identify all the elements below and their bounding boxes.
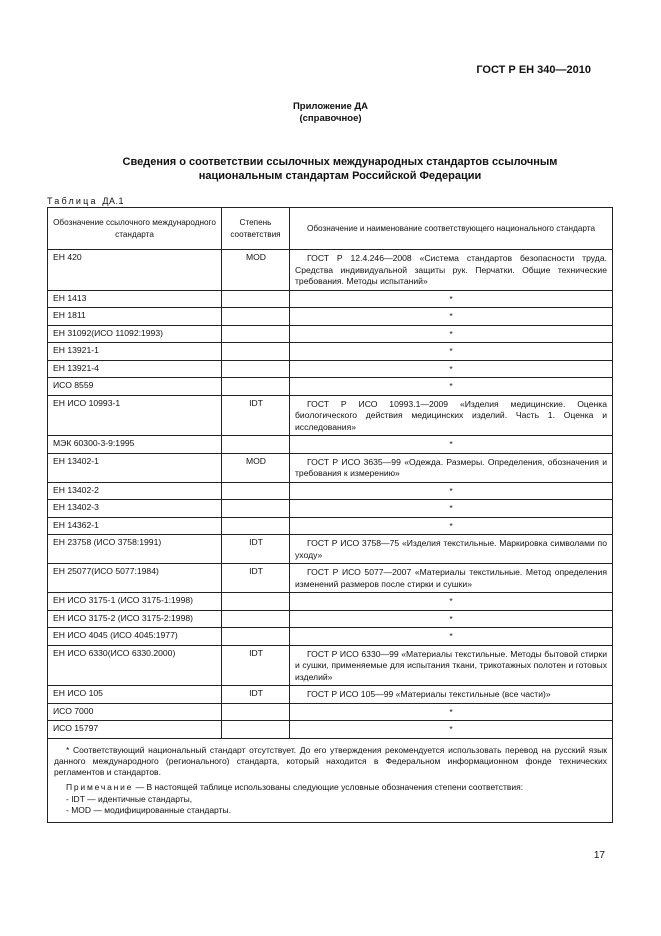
cell-national-standard [290, 593, 613, 611]
national-standard-text: ГОСТ Р ИСО 6330—99 «Материалы текстильные. Методы бытовой стирки и сушки, применяемые для испытания ткани, трикотажных полотен и готовых изделий» [295, 648, 607, 682]
national-standard-text: * [449, 631, 453, 641]
cell-national-standard [290, 628, 613, 646]
note-item-mod: - MOD — модифицированные стандарты. [66, 804, 231, 815]
table-label-number: ДА.1 [102, 196, 125, 206]
cell-national-standard [290, 308, 613, 326]
cell-intl-standard: ИСО 8559 [48, 378, 222, 396]
cell-degree [222, 721, 290, 739]
national-standard-text: * [449, 706, 453, 717]
table-row [48, 360, 613, 378]
cell-national-standard [290, 517, 613, 535]
cell-national-standard [290, 686, 613, 704]
footnote-text: * Соответствующий национальный стандарт отсутствует. До его утверждения рекомендуется использовать перевод на русский язык данного международного (регионального) стандарта, который находится в Федеральном информационном фонде технических регламентов и стандартов. [54, 744, 607, 778]
cell-intl-standard: ЕН 23758 (ИСО 3758:1991) [48, 535, 222, 564]
table-row [48, 290, 613, 308]
cell-degree [222, 436, 290, 454]
cell-degree [222, 517, 290, 535]
cell-degree [222, 703, 290, 721]
cell-intl-standard: ИСО 15797 [48, 721, 222, 739]
column-header-national: Обозначение и наименование соответствующего национального стандарта [290, 208, 613, 250]
table-header-row [48, 208, 613, 250]
cell-national-standard [290, 482, 613, 500]
cell-degree: MOD [222, 250, 290, 291]
national-standard-text: * [449, 613, 453, 624]
national-standard-text: ГОСТ Р ИСО 3758—75 «Изделия текстильные. Маркировка символами по уходу» [295, 538, 607, 560]
cell-degree: IDT [222, 395, 290, 436]
cell-degree: IDT [222, 686, 290, 704]
national-standard-text: * [449, 439, 453, 449]
table-row [48, 535, 613, 564]
table-row [48, 610, 613, 628]
cell-national-standard [290, 721, 613, 739]
table-row [48, 436, 613, 454]
cell-degree [222, 308, 290, 326]
table-row [48, 325, 613, 343]
cell-intl-standard: ЕН 13402-2 [48, 482, 222, 500]
table-footnote-row [48, 738, 613, 823]
appendix-heading [0, 101, 661, 125]
national-standard-text: * [449, 311, 453, 321]
cell-degree [222, 378, 290, 396]
cell-degree: IDT [222, 535, 290, 564]
table-label-word: Таблица [47, 196, 98, 206]
national-standard-text: * [449, 485, 453, 496]
table-footnote-cell [48, 738, 613, 823]
cell-degree [222, 482, 290, 500]
table-row [48, 250, 613, 291]
national-standard-text: * [449, 503, 453, 513]
table-row [48, 564, 613, 593]
cell-national-standard [290, 564, 613, 593]
national-standard-text: * [449, 381, 453, 391]
cell-national-standard [290, 453, 613, 482]
cell-intl-standard: ЕН 1811 [48, 308, 222, 326]
cell-national-standard [290, 395, 613, 436]
cell-intl-standard: МЭК 60300-3-9:1995 [48, 436, 222, 454]
cell-degree [222, 290, 290, 308]
national-standard-text: ГОСТ Р 12.4.246—2008 «Система стандартов безопасности труда. Средства индивидуальной защиты рук. Перчатки. Общие технические требования. Методы испытаний» [295, 253, 607, 286]
section-title-line2: национальным стандартам Российской Федерации [198, 170, 482, 182]
cell-intl-standard: ЕН 13402-1 [48, 453, 222, 482]
cell-intl-standard: ЕН ИСО 105 [48, 686, 222, 704]
note-label: Примечание [66, 782, 134, 793]
standards-table [47, 207, 613, 823]
national-standard-text: ГОСТ Р ИСО 105—99 «Материалы текстильные (все части)» [307, 689, 551, 699]
cell-degree: MOD [222, 453, 290, 482]
table-row [48, 500, 613, 518]
appendix-title: Приложение ДА [292, 101, 369, 112]
national-standard-text: ГОСТ Р ИСО 3635—99 «Одежда. Размеры. Определения, обозначения и требования к измерению» [295, 456, 607, 478]
document-code: ГОСТ Р ЕН 340—2010 [476, 64, 591, 76]
cell-intl-standard: ЕН ИСО 10993-1 [48, 395, 222, 436]
cell-national-standard [290, 360, 613, 378]
national-standard-text: * [449, 724, 453, 734]
table-row [48, 645, 613, 686]
table-row [48, 628, 613, 646]
table-row [48, 453, 613, 482]
cell-degree [222, 610, 290, 628]
table-row [48, 482, 613, 500]
cell-intl-standard: ЕН ИСО 4045 (ИСО 4045:1977) [48, 628, 222, 646]
note-text [54, 782, 607, 793]
cell-intl-standard: ЕН ИСО 3175-1 (ИСО 3175-1:1998) [48, 593, 222, 611]
cell-intl-standard: ЕН ИСО 6330(ИСО 6330.2000) [48, 645, 222, 686]
cell-intl-standard: ЕН 1413 [48, 290, 222, 308]
national-standard-text: * [449, 596, 453, 606]
table-row [48, 721, 613, 739]
page-number: 17 [593, 850, 605, 861]
table-row [48, 517, 613, 535]
section-title-line1: Сведения о соответствии ссылочных международных стандартов ссылочным [122, 156, 558, 168]
column-header-degree: Степень соответствия [222, 208, 290, 250]
national-standard-text: * [449, 520, 453, 531]
section-title [60, 155, 620, 183]
table-row [48, 686, 613, 704]
cell-degree: IDT [222, 564, 290, 593]
cell-national-standard [290, 703, 613, 721]
cell-degree [222, 500, 290, 518]
cell-intl-standard: ЕН 13921-4 [48, 360, 222, 378]
national-standard-text: ГОСТ Р ИСО 5077—2007 «Материалы текстильные. Метод определения изменений размеров после стирки и сушки» [295, 567, 607, 589]
cell-national-standard [290, 325, 613, 343]
table-row [48, 343, 613, 361]
cell-degree: IDT [222, 645, 290, 686]
table-row [48, 308, 613, 326]
cell-intl-standard: ЕН 14362-1 [48, 517, 222, 535]
table-row [48, 703, 613, 721]
cell-national-standard [290, 436, 613, 454]
national-standard-text: * [449, 346, 453, 356]
cell-intl-standard: ЕН 13402-3 [48, 500, 222, 518]
national-standard-text: ГОСТ Р ИСО 10993.1—2009 «Изделия медицинские. Оценка биологического действия медицинских изделий. Часть 1. Оценка и исследования» [295, 398, 607, 432]
cell-intl-standard: ЕН 13921-1 [48, 343, 222, 361]
cell-national-standard [290, 378, 613, 396]
cell-degree [222, 343, 290, 361]
note-body: — В настоящей таблице использованы следующие условные обозначения степени соответствия: [135, 782, 524, 793]
national-standard-text: * [449, 293, 453, 304]
appendix-subtitle: (справочное) [299, 113, 362, 124]
cell-intl-standard: ЕН 420 [48, 250, 222, 291]
cell-intl-standard: ИСО 7000 [48, 703, 222, 721]
cell-intl-standard: ЕН ИСО 3175-2 (ИСО 3175-2:1998) [48, 610, 222, 628]
cell-national-standard [290, 250, 613, 291]
table-row [48, 378, 613, 396]
table-body [48, 250, 613, 739]
table-label [47, 196, 124, 206]
cell-degree [222, 628, 290, 646]
cell-degree [222, 325, 290, 343]
national-standard-text: * [449, 363, 453, 374]
cell-national-standard [290, 343, 613, 361]
national-standard-text: * [449, 328, 453, 339]
table-row [48, 593, 613, 611]
cell-intl-standard: ЕН 31092(ИСО 11092:1993) [48, 325, 222, 343]
cell-national-standard [290, 290, 613, 308]
cell-intl-standard: ЕН 25077(ИСО 5077:1984) [48, 564, 222, 593]
table-row [48, 395, 613, 436]
cell-national-standard [290, 645, 613, 686]
cell-degree [222, 593, 290, 611]
cell-national-standard [290, 535, 613, 564]
cell-national-standard [290, 500, 613, 518]
cell-degree [222, 360, 290, 378]
note-item-idt: - IDT — идентичные стандарты, [66, 793, 193, 804]
cell-national-standard [290, 610, 613, 628]
column-header-intl: Обозначение ссылочного международного стандарта [48, 208, 222, 250]
